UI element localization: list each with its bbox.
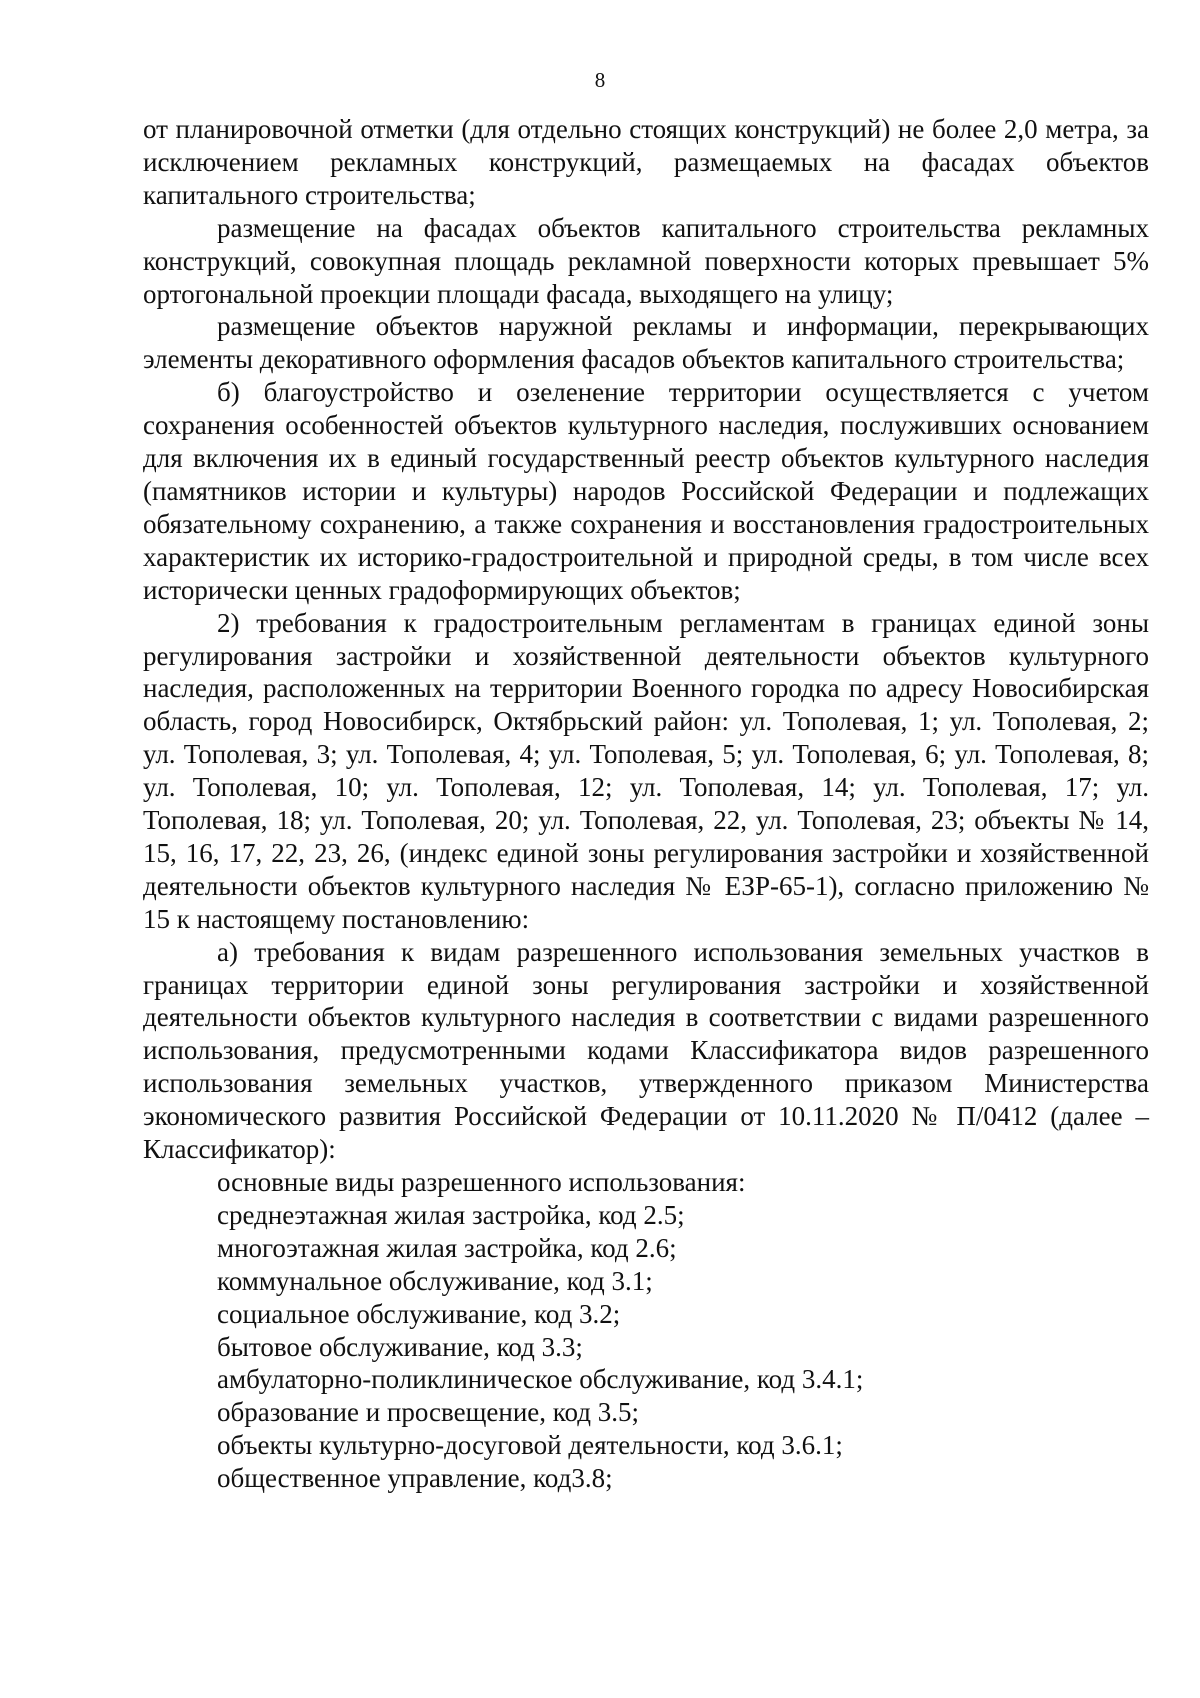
list-item: социальное обслуживание, код 3.2; <box>217 1298 621 1329</box>
paragraph: б) благоустройство и озеленение территории осуществляется с учетом сохранения особенностей объектов культурного наследия, послуживших основанием для включения их в единый государственный реестр объектов культурного наследия (памятников истории и культуры) народов Российской Федерации и подлежащих обязательному сохранению, а также сохранения и восстановления градостроительных характеристик их историко-градостроительной и природной среды, в том числе всех исторически ценных градоформирующих объектов; <box>143 377 1149 605</box>
list-heading: основные виды разрешенного использования: <box>217 1167 746 1197</box>
page-number: 8 <box>594 68 606 92</box>
list-item: среднеэтажная жилая застройка, код 2.5; <box>217 1199 685 1230</box>
list-item: объекты культурно-досуговой деятельности, код 3.6.1; <box>217 1430 843 1461</box>
paragraph: а) требования к видам разрешенного использования земельных участков в границах территории единой зоны регулирования застройки и хозяйственной деятельности объектов культурного наследия в соответствии с видами разрешенного использования, предусмотренными кодами Классификатора видов разрешенного использования земельных участков, утвержденного приказом Министерства экономического развития Российской Федерации от 10.11.2020 № П/0412 (далее – Классификатор): <box>143 936 1149 1165</box>
list-item: бытовое обслуживание, код 3.3; <box>217 1331 583 1362</box>
paragraph: размещение на фасадах объектов капитального строительства рекламных конструкций, совокупная площадь рекламной поверхности которых превышает 5% ортогональной проекции площади фасада, выходящего на улицу; <box>143 212 1149 309</box>
paragraph: 2) требования к градостроительным регламентам в границах единой зоны регулирования застройки и хозяйственной деятельности объектов культурного наследия, расположенных на территории Военного городка по адресу Новосибирская область, город Новосибирск, Октябрьский район: ул. Тополевая, 1; ул. Тополевая, 2; ул. Тополевая, 3; ул. Тополевая, 4; ул. Тополевая, 5; ул. Тополевая, 6; ул. Тополевая, 8; ул. Тополевая, 10; ул. Тополевая, 12; ул. Тополевая, 14; ул. Тополевая, 17; ул. Тополевая, 18; ул. Тополевая, 20; ул. Тополевая, 22, ул. Тополевая, 23; объекты № 14, 15, 16, 17, 22, 23, 26, (индекс единой зоны регулирования застройки и хозяйственной деятельности объектов культурного наследия № ЕЗР-65-1), согласно приложению № 15 к настоящему постановлению: <box>143 607 1149 934</box>
paragraph: от планировочной отметки (для отдельно стоящих конструкций) не более 2,0 метра, за исключением рекламных конструкций, размещаемых на фасадах объектов капитального строительства; <box>143 114 1149 210</box>
list-item: коммунальное обслуживание, код 3.1; <box>217 1265 653 1296</box>
document-body <box>143 113 1149 1495</box>
list-item: многоэтажная жилая застройка, код 2.6; <box>217 1232 677 1263</box>
list-item: амбулаторно-поликлиническое обслуживание, код 3.4.1; <box>217 1364 864 1395</box>
paragraph: размещение объектов наружной рекламы и информации, перекрывающих элементы декоративного оформления фасадов объектов капитального строительства; <box>143 311 1149 375</box>
list-item: образование и просвещение, код 3.5; <box>217 1397 639 1428</box>
list-item: общественное управление, код3.8; <box>217 1463 613 1494</box>
